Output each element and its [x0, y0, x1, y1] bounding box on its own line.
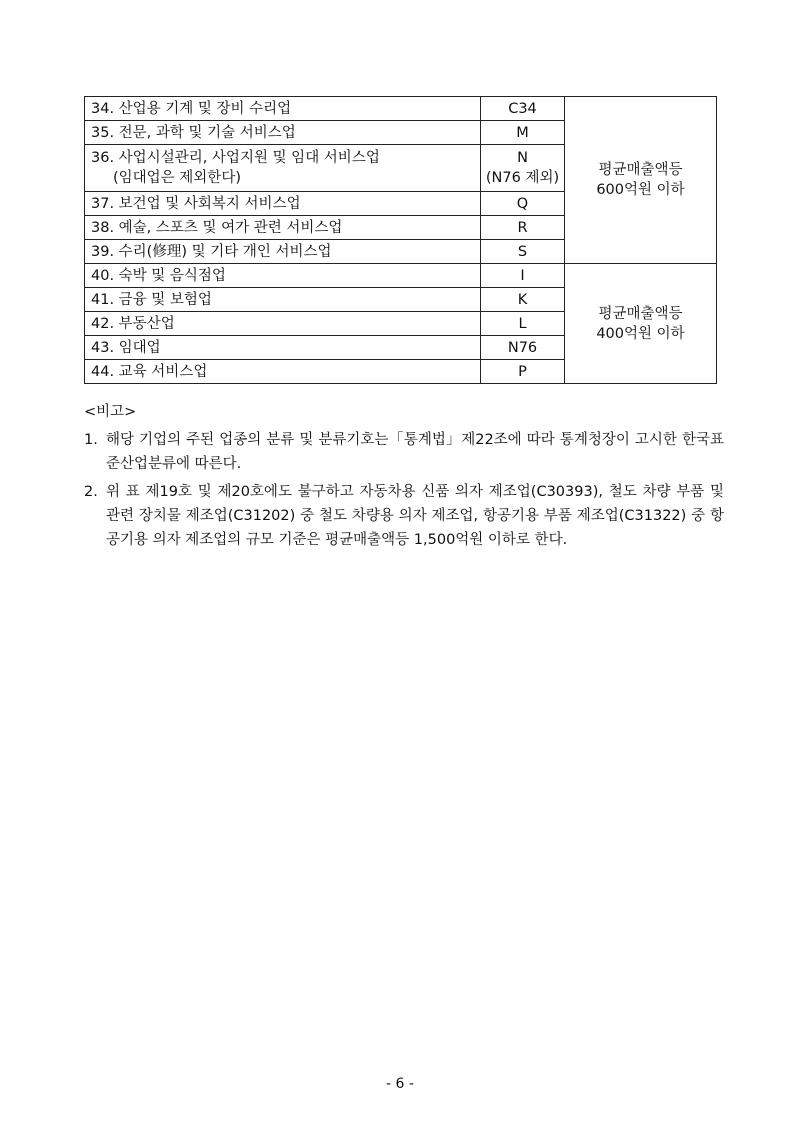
industry-name: 34. 산업용 기계 및 장비 수리업 [85, 97, 481, 121]
notes-title: <비고> [84, 404, 137, 420]
industry-name: 42. 부동산업 [85, 312, 481, 336]
industry-name: 38. 예술, 스포츠 및 여가 관련 서비스업 [85, 216, 481, 240]
industry-name: 41. 금융 및 보험업 [85, 288, 481, 312]
note-item [84, 480, 724, 552]
industry-name: 43. 임대업 [85, 336, 481, 360]
industry-code-cell [481, 145, 565, 192]
industry-name: 37. 보건업 및 사회복지 서비스업 [85, 192, 481, 216]
size-standard-table [84, 96, 717, 384]
industry-code: K [481, 288, 565, 312]
industry-name: 40. 숙박 및 음식점업 [85, 264, 481, 288]
industry-name: 35. 전문, 과학 및 기술 서비스업 [85, 121, 481, 145]
industry-name-cell [85, 145, 481, 192]
industry-name: 44. 교육 서비스업 [85, 360, 481, 384]
note-number: 2. [84, 484, 98, 500]
note-item [84, 428, 724, 476]
page-number: - 6 - [386, 1076, 414, 1092]
industry-code: R [481, 216, 565, 240]
size-standard-line: 평균매출액등 [598, 162, 683, 178]
size-standard-line: 평균매출액등 [598, 305, 683, 322]
industry-code: S [481, 240, 565, 264]
size-standard-cell [565, 97, 717, 264]
industry-name: 39. 수리(修理) 및 기타 개인 서비스업 [85, 240, 481, 264]
note-text: 해당 기업의 주된 업종의 분류 및 분류기호는「통계법」제22조에 따라 통계청장이 고시한 한국표준산업분류에 따른다. [106, 432, 724, 472]
industry-code: Q [481, 192, 565, 216]
industry-code: I [481, 264, 565, 288]
size-standard-line: 600억원 이하 [596, 182, 685, 198]
size-standard-cell [565, 264, 717, 384]
industry-name: 36. 사업시설관리, 사업지원 및 임대 서비스업 [91, 150, 380, 166]
notes-section [84, 400, 724, 556]
table-row [85, 97, 717, 121]
industry-code: N76 [481, 336, 565, 360]
industry-name-note: (임대업은 제외한다) [113, 170, 241, 186]
industry-code: P [481, 360, 565, 384]
industry-code-note: (N76 제외) [485, 170, 560, 186]
industry-code: L [481, 312, 565, 336]
note-text: 위 표 제19호 및 제20호에도 불구하고 자동차용 신품 의자 제조업(C30393), 철도 차량 부품 및 관련 장치물 제조업(C31202) 중 철도 차량용 의자 제조업, 항공기용 부품 제조업(C31322) 중 항공기용 의자 제조업의 규모 기준은 평균매출액등 1,500억원 이하로 한다. [106, 484, 724, 548]
industry-code: N [517, 150, 528, 166]
size-standard-line: 400억원 이하 [596, 325, 685, 342]
note-number: 1. [84, 432, 98, 448]
table-row [85, 264, 717, 288]
industry-code: M [481, 121, 565, 145]
industry-code: C34 [481, 97, 565, 121]
